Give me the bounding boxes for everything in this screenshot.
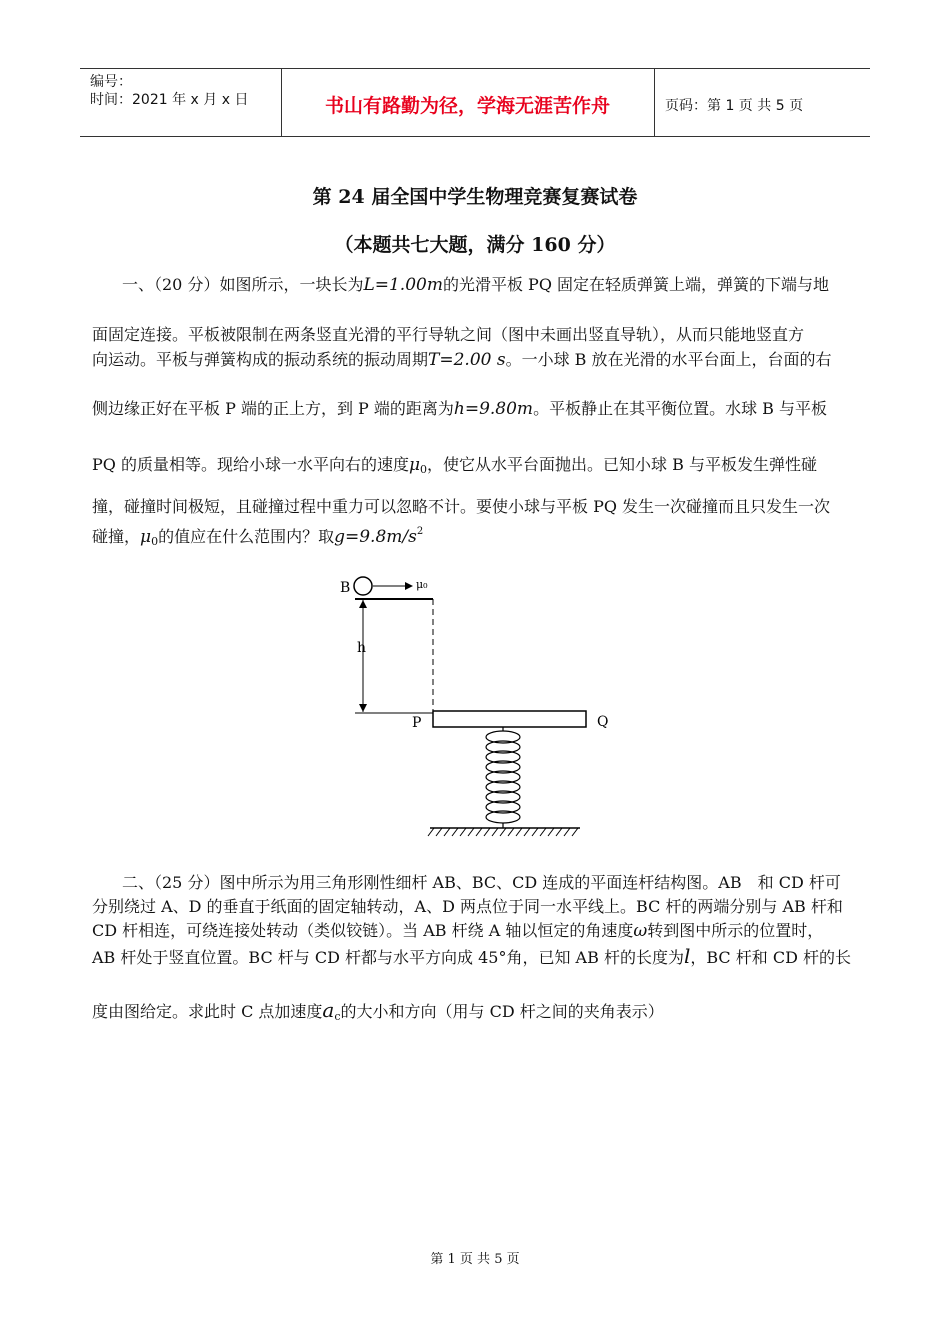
label-h: h: [357, 640, 367, 656]
ground-hatching: [428, 828, 578, 836]
q2-line-1: 二、（25 分）图中所示为用三角形刚性细杆 AB、BC、CD 连成的平面连杆结构图。AB 和 CD 杆可: [122, 873, 841, 892]
number-label: 编号：: [90, 74, 132, 90]
page-subtitle: （本题共七大题，满分 160 分）: [334, 234, 616, 256]
q2-line-2: 分别绕过 A、D 的垂直于纸面的固定轴转动，A、D 两点位于同一水平线上。BC 杆的两端分别与 AB 杆和: [92, 897, 843, 916]
motto: 书山有路勤为径，学海无涯苦作舟: [324, 95, 610, 117]
q1-line-2: 面固定连接。平板被限制在两条竖直光滑的平行导轨之间（图中未画出竖直导轨），从而只能地竖直方: [92, 325, 805, 344]
label-P: P: [412, 715, 422, 731]
header-info: [90, 73, 248, 109]
math-mu0: $\mu_0$: [140, 527, 159, 548]
label-u0: μ₀: [416, 578, 428, 591]
math-T: T=2.00 s: [428, 350, 506, 370]
q2-line-3: CD 杆相连，可绕连接处转动（类似铰链）。当 AB 杆绕 A 轴以恒定的角速度ω转到图中所示的位置时，: [92, 921, 824, 941]
math-h: h=9.80m: [453, 399, 534, 419]
q1-line-7: 碰撞，$\mu_0$的值应在什么范围内？取$g=9.8m/s^2$: [92, 526, 424, 548]
page-title: 第 24 届全国中学生物理竞赛复赛试卷: [312, 186, 638, 208]
math-l: l: [683, 944, 691, 968]
header-table: [80, 68, 870, 137]
label-B: B: [340, 580, 351, 596]
header-divider: [654, 69, 655, 136]
math-ac: $a_c$: [322, 998, 341, 1023]
q2-line-4: AB 杆处于竖直位置。BC 杆与 CD 杆都与水平方向成 45°角，已知 AB 杆的长度为l，BC 杆和 CD 杆的长: [92, 944, 852, 968]
math-L: L=1.00m: [363, 275, 443, 295]
q2-line-5: 度由图给定。求此时 C 点加速度$a_c$的大小和方向（用与 CD 杆之间的夹角表示）: [92, 998, 664, 1023]
label-Q: Q: [597, 714, 609, 730]
arrow-head: [405, 582, 413, 590]
date-label: 时间：2021 年 x 月 x 日: [90, 92, 249, 108]
q1-line-5: PQ 的质量相等。现给小球一水平向右的速度$\mu_0$，使它从水平台面抛出。已知小球 B 与平板发生弹性碰: [92, 455, 817, 476]
height-arrow-up: [359, 600, 367, 608]
spring-platform-figure: [330, 570, 630, 840]
math-mu: $\mu_0$: [408, 455, 428, 476]
page-footer: 第 1 页 共 5 页: [430, 1252, 520, 1267]
height-arrow-down: [359, 704, 367, 712]
q1-line-1: 一、（20 分）如图所示，一块长为L=1.00m的光滑平板 PQ 固定在轻质弹簧上端，弹簧的下端与地: [122, 275, 830, 295]
q1-line-4: 侧边缘正好在平板 P 端的正上方，到 P 端的距离为h=9.80m。平板静止在其平衡位置。水球 B 与平板: [92, 399, 827, 419]
math-omega: ω: [633, 921, 648, 941]
spring: [486, 727, 520, 828]
ball-B: [354, 577, 372, 595]
page-label: 页码：第 1 页 共 5 页: [665, 98, 804, 114]
q1-line-3: 向运动。平板与弹簧构成的振动系统的振动周期T=2.00 s。一小球 B 放在光滑的水平台面上，台面的右: [92, 350, 832, 370]
plate-PQ: [433, 711, 586, 727]
math-g: $g=9.8m/s^2$: [334, 526, 424, 547]
q1-line-6: 撞，碰撞时间极短，且碰撞过程中重力可以忽略不计。要使小球与平板 PQ 发生一次碰撞而且只发生一次: [92, 497, 831, 516]
